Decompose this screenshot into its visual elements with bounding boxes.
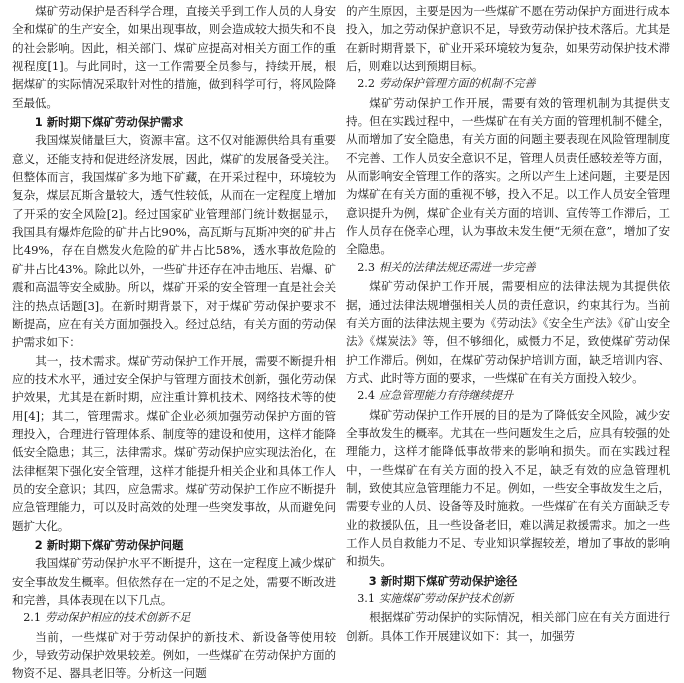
subsection-2-3-number: 2.3 bbox=[357, 260, 375, 274]
section-2-paragraph-1: 我国煤矿劳动保护水平不断提升，这在一定程度上减少煤矿安全事故发生概率。但依然存在一定的不足之处，需要不断改进和完善，具体表现在以下几点。 bbox=[12, 556, 336, 607]
right-column bbox=[346, 2, 670, 645]
section-1-paragraph-1: 我国煤炭储量巨大，资源丰富。这不仅对能源供给具有重要意义，还能支持和促进经济发展，因此，煤矿的发展备受关注。但整体而言，我国煤矿多为地下矿藏，在开采过程中，环境较为复杂，煤层瓦斯含量较大，透气性较低，从而在一定程度上增加了开采的安全风险[2]。经过国家矿业管理部门统计数据显示，我国具有爆炸危险的矿井占比90%，高瓦斯与瓦斯冲突的矿井占比49%，存在自燃发火危险的矿井占比58%，透水事故危险的矿井占比43%。除此以外，一些矿井还存在冲击地压、岩爆、矿震和高温等安全威胁。所以，煤矿开采的安全管理一直是社会关注的热点话题[3]。在新时期背景下，对于煤矿劳动保护要求不断提高，应在有关方面加强投入。经过总结，有关方面的劳动保护需求如下： bbox=[12, 133, 336, 350]
subsection-2-2-title: 劳动保护管理方面的机制不完善 bbox=[378, 77, 536, 91]
section-1-heading: 1 新时期下煤矿劳动保护需求 bbox=[34, 115, 184, 130]
section-1-paragraph-2: 其一，技术需求。煤矿劳动保护工作开展，需要不断提升相应的技术水平，通过安全保护与管理方面技术创新，强化劳动保护效果，尤其是在新时期，应注重计算机技术、网络技术等的使用[4]；其二，管理需求。煤矿企业必须加强劳动保护方面的管理投入，合理进行管理体系、制度等的建设和使用，这样才能降低安全隐患；其三，法律需求。煤矿劳动保护应实现法治化，在法律框架下强化安全管理，这样才能提升相关企业和具体工作人员的安全意识；其四，应急需求。煤矿劳动保护工作应不断提升应急管理能力，可以及时高效的处理一些突发事故，从而避免问题扩大化。 bbox=[12, 353, 336, 533]
subsection-2-1-title: 劳动保护相应的技术创新不足 bbox=[44, 611, 191, 625]
section-2-heading: 2 新时期下煤矿劳动保护问题 bbox=[34, 537, 184, 552]
subsection-2-1-paragraph: 当前，一些煤矿对于劳动保护的新技术、新设备等使用较少，导致劳动保护效果较差。例如，一些煤矿在劳动保护方面的物资不足、器具老旧等。分析这一问题 bbox=[12, 629, 336, 681]
subsection-3-1-paragraph: 根据煤矿劳动保护的实际情况，相关部门应在有关方面进行创新。具体工作开展建议如下：其一，加强劳 bbox=[346, 610, 670, 643]
subsection-2-3-title: 相关的法律法规还需进一步完善 bbox=[378, 260, 536, 274]
subsection-2-2-paragraph: 煤矿劳动保护工作开展，需要有效的管理机制为其提供支持。但在实践过程中，一些煤矿在有关方面的管理机制不健全，从而增加了安全隐患，有关方面的问题主要表现在风险管理制度不完善、工作人员安全意识不足，管理人员责任感较差等方面，从而影响安全管理工作的落实。之所以产生上述问题，主要是因为煤矿在有关方面的重视不够，投入不足。以工作人员安全管理意识提升为例，煤矿企业有关方面的培训、宣传等工作滞后，工作人员存在侥幸心理，认为事故未发生便“无须在意”，增加了安全隐患。 bbox=[346, 95, 670, 257]
subsection-2-2-number: 2.2 bbox=[357, 77, 375, 91]
subsection-2-4-title: 应急管理能力有待继续提升 bbox=[378, 389, 514, 403]
subsection-2-1-paragraph-continued: 的产生原因，主要是因为一些煤矿不愿在劳动保护方面进行成本投入，加之劳动保护意识不足，导致劳动保护技术落后。尤其是在新时期背景下，矿业开采环境较为复杂，如果劳动保护技术滞后，则难以达到预期目标。 bbox=[346, 4, 670, 74]
subsection-3-1-number: 3.1 bbox=[357, 592, 375, 605]
intro-paragraph: 煤矿劳动保护是否科学合理，直接关乎到工作人员的人身安全和煤矿的生产安全，如果出现事故，则会造成较大损失和不良的社会影响。因此，相关部门、煤矿应提高对相关方面工作的重视程度[1]。与此同时，这一工作需要全员参与，持续开展，根据煤矿的实际情况采取针对性的措施，做到科学可行，将风险降至最低。 bbox=[12, 4, 336, 110]
subsection-2-3-paragraph: 煤矿劳动保护工作开展，需要相应的法律法规为其提供依据，通过法律法规增强相关人员的责任意识，约束其行为。当前有关方面的法律法规主要为《劳动法》《安全生产法》《矿山安全法》《煤炭法》等，但不够细化，威慑力不足，致使煤矿劳动保护工作滞后。例如，在煤矿劳动保护培训方面，缺乏培训内容、方式、此时等方面的要求，一些煤矿在有关方面投入较少。 bbox=[346, 279, 670, 385]
subsection-2-3-heading bbox=[346, 259, 670, 277]
section-3-heading: 3 新时期下煤矿劳动保护途径 bbox=[368, 573, 518, 588]
subsection-2-1-heading bbox=[12, 609, 336, 627]
left-column bbox=[12, 2, 336, 683]
subsection-2-2-heading bbox=[346, 75, 670, 93]
subsection-2-4-paragraph: 煤矿劳动保护工作开展的目的是为了降低安全风险，减少安全事故发生的概率。尤其在一些问题发生之后，应具有较强的处理能力，这样才能降低事故带来的影响和损失。而在实践过程中，一些煤矿在有关方面的投入不足，缺乏有效的应急管理机制，致使其应急管理能力不足。例如，一些安全事故发生之后，需要专业的人员、设备等及时施救。一些煤矿在有关方面缺乏专业的救援队伍，且一些设备老旧，难以满足救援需求。加之一些工作人员自救能力不足、专业知识掌握较差，增加了事故的影响和损失。 bbox=[346, 407, 670, 569]
subsection-3-1-title: 实施煤矿劳动保护技术创新 bbox=[378, 592, 514, 605]
subsection-2-4-heading bbox=[346, 387, 670, 405]
subsection-2-1-number: 2.1 bbox=[23, 611, 41, 625]
subsection-3-1-heading bbox=[346, 590, 670, 608]
subsection-2-4-number: 2.4 bbox=[357, 389, 375, 403]
